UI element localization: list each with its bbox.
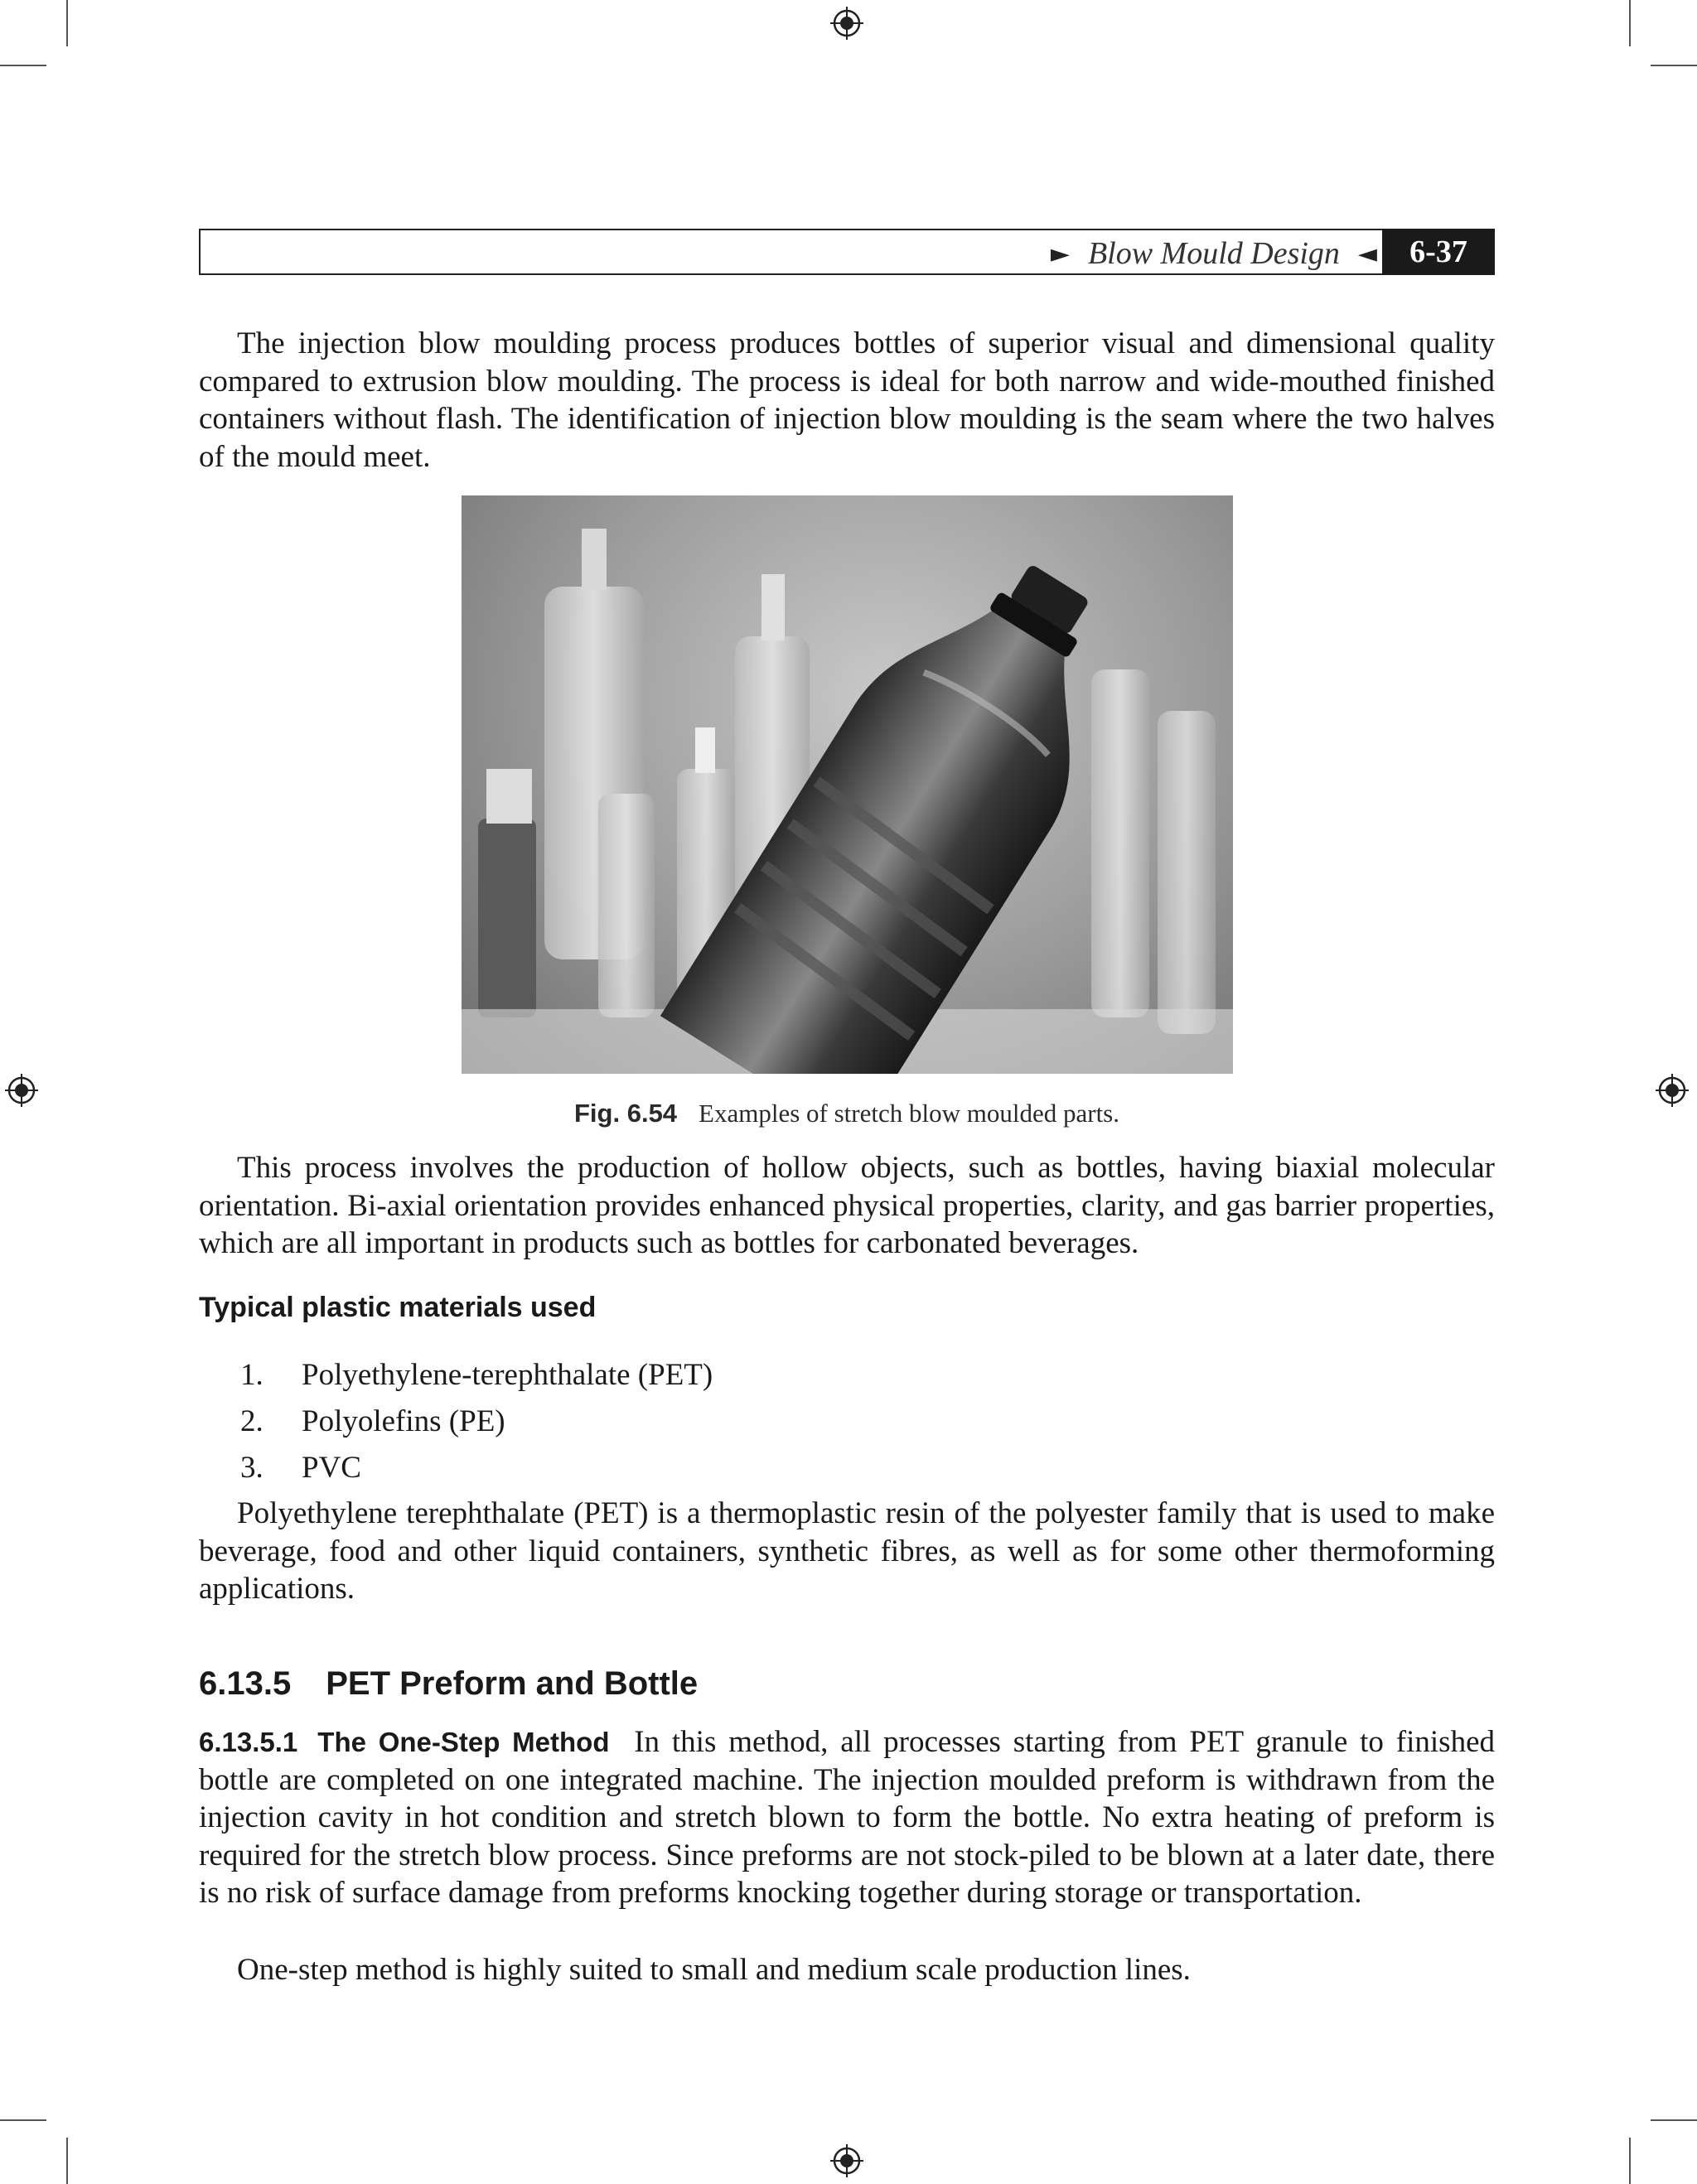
process-paragraph: This process involves the production of hollow objects, such as bottles, having biaxial molecular orientation. Bi-axial orientation provides enhanced physical properties, clarity, and gas barrier properties, which are all important in products such as bottles for carbonated beverages.	[199, 1151, 1495, 1260]
registration-mark-icon	[1656, 1074, 1689, 1107]
registration-mark-icon	[830, 7, 863, 40]
section-heading	[199, 1665, 698, 1703]
section-number: 6.13.5	[199, 1665, 292, 1702]
materials-list	[240, 1352, 1400, 1491]
registration-mark-icon	[830, 2144, 863, 2177]
registration-mark-icon	[5, 1074, 38, 1107]
materials-heading: Typical plastic materials used	[199, 1292, 597, 1323]
one-step-paragraph	[199, 1723, 1495, 1912]
section-title: PET Preform and Bottle	[326, 1665, 699, 1702]
bottles-photo	[462, 495, 1233, 1074]
running-title-text: Blow Mould Design	[1087, 236, 1340, 271]
closing-paragraph: One-step method is highly suited to small and medium scale production lines.	[237, 1953, 1191, 1987]
crop-mark	[0, 65, 46, 66]
figure-caption	[199, 1099, 1495, 1128]
crop-mark	[1651, 2119, 1697, 2121]
crop-mark	[1629, 2138, 1631, 2184]
intro-paragraph: The injection blow moulding process produces bottles of superior visual and dimensional quality compared to extrusion blow moulding. The process is ideal for both narrow and wide-mouthed finished containers without flash. The identification of injection blow moulding is the seam where the two halves of the mould meet.	[199, 326, 1495, 474]
list-item: 1. Polyethylene-terephthalate (PET)	[240, 1358, 713, 1392]
triangle-right-icon: ►	[1050, 239, 1070, 268]
figure-caption-text: Examples of stretch blow moulded parts.	[699, 1099, 1119, 1128]
crop-mark	[1629, 0, 1631, 46]
crop-mark	[0, 2119, 46, 2121]
crop-mark	[66, 0, 68, 46]
pet-paragraph: Polyethylene terephthalate (PET) is a thermoplastic resin of the polyester family that is used to make beverage, food and other liquid containers, synthetic fibres, as well as for some other thermoforming applications.	[199, 1496, 1495, 1606]
list-item: 3. PVC	[240, 1451, 361, 1485]
running-title	[1051, 234, 1377, 273]
triangle-left-icon: ◄	[1357, 239, 1377, 268]
figure-number: Fig. 6.54	[574, 1099, 678, 1128]
crop-mark	[1651, 65, 1697, 66]
list-item: 2. Polyolefins (PE)	[240, 1404, 505, 1438]
subsection-heading: 6.13.5.1 The One-Step Method	[199, 1727, 610, 1757]
crop-mark	[66, 2138, 68, 2184]
page-number: 6-37	[1382, 229, 1495, 275]
subsection-body: In this method, all processes starting from PET granule to finished bottle are completed on one integrated machine. The injection moulded preform is withdrawn from the injection cavity in hot condition and stretch blown to form the bottle. No extra heating of preform is required for the stretch blow process. Since preforms are not stock-piled to be blown at a later date, there is no risk of surface damage from preforms knocking together during storage or transportation.	[199, 1725, 1495, 1910]
running-header	[199, 229, 1495, 275]
figure-image	[462, 495, 1233, 1074]
